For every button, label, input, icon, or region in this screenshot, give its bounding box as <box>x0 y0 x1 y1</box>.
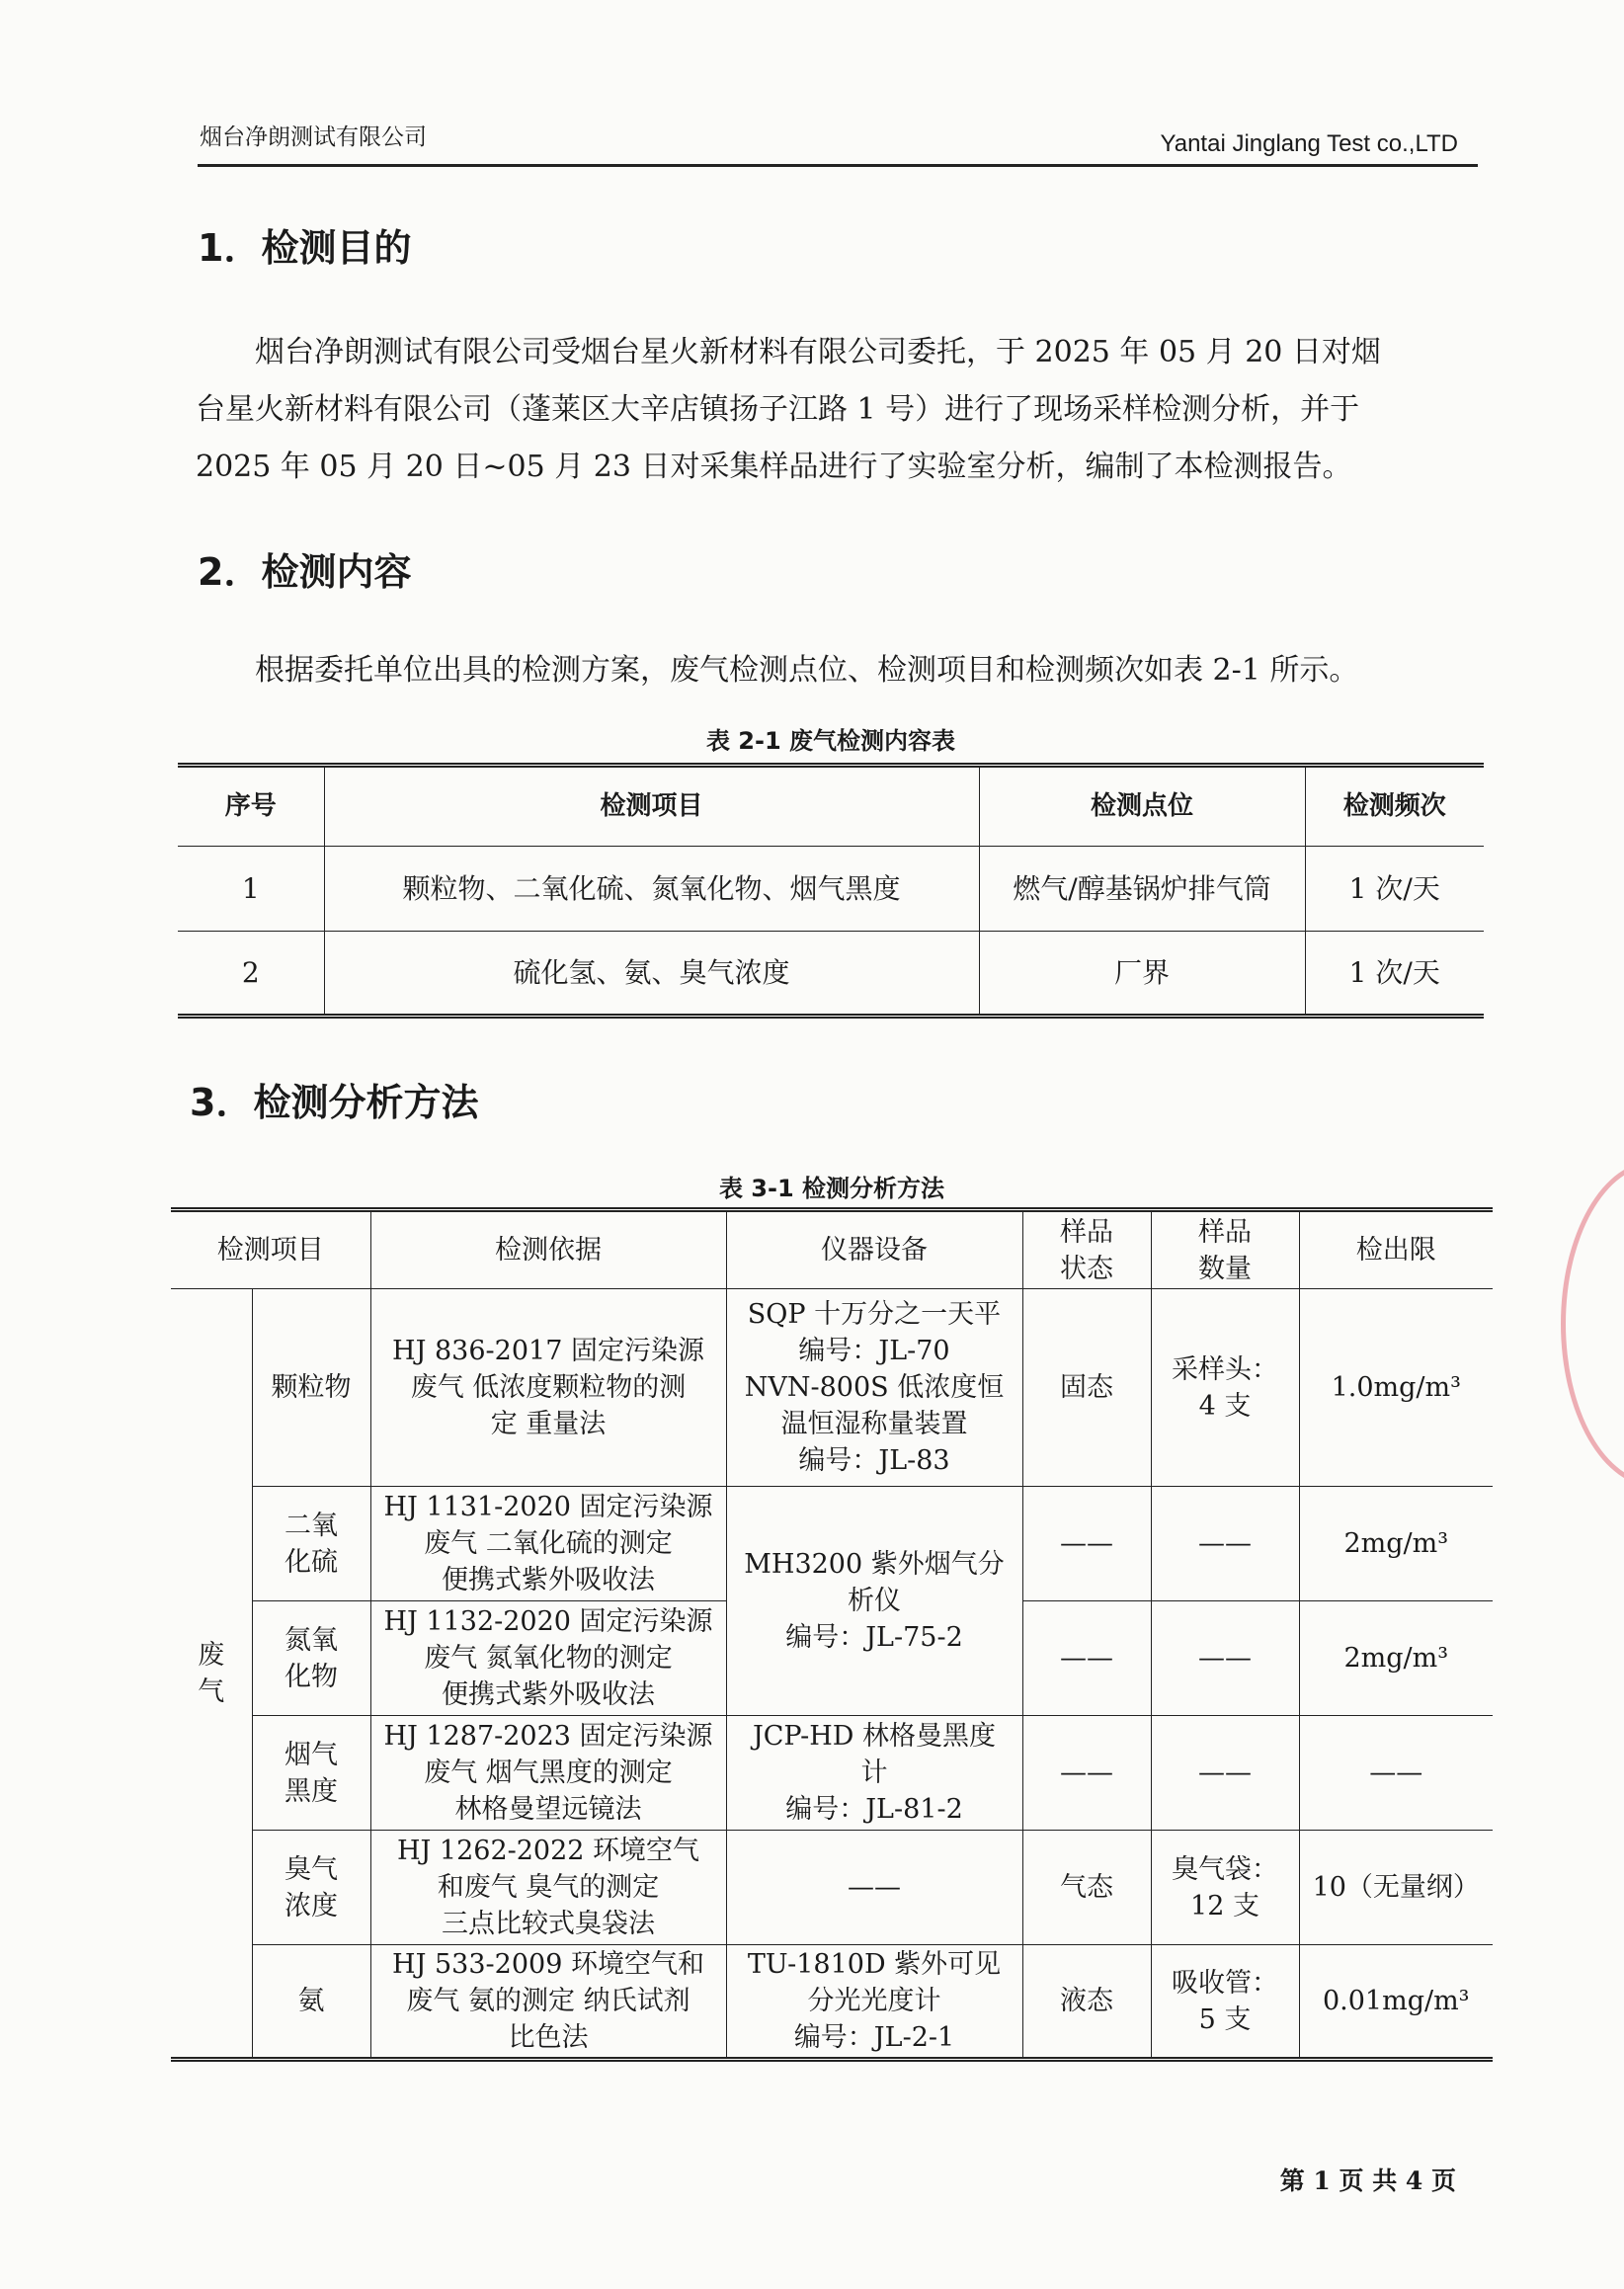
table-cell: 1 次/天 <box>1305 932 1484 1017</box>
table-row <box>171 1289 1493 1487</box>
table-cell: 2mg/m³ <box>1299 1601 1493 1716</box>
table-cell: 2 <box>178 932 324 1017</box>
table-cell: HJ 1262-2022 环境空气 和废气 臭气的测定 三点比较式臭袋法 <box>370 1831 726 1945</box>
table-row <box>171 1945 1493 2060</box>
section2-intro: 根据委托单位出具的检测方案，废气检测点位、检测项目和检测频次如表 2-1 所示。 <box>196 653 1359 688</box>
table2-header-cell: 样品 数量 <box>1151 1210 1299 1289</box>
table-cell: 厂界 <box>979 932 1305 1017</box>
table-cell: 液态 <box>1022 1945 1151 2060</box>
table-cell: 10（无量纲） <box>1299 1831 1493 1945</box>
table2 <box>171 1207 1493 2062</box>
table-cell: 吸收管： 5 支 <box>1151 1945 1299 2060</box>
table-cell: 2mg/m³ <box>1299 1487 1493 1601</box>
table-cell: 颗粒物、二氧化硫、氮氧化物、烟气黑度 <box>324 847 979 932</box>
table-cell: HJ 836-2017 固定污染源 废气 低浓度颗粒物的测 定 重量法 <box>370 1289 726 1487</box>
table-cell: —— <box>1151 1487 1299 1601</box>
section1-line-3: 2025 年 05 月 20 日~05 月 23 日对采集样品进行了实验室分析，编制了本检测报告。 <box>196 450 1352 484</box>
table-cell: 1 <box>178 847 324 932</box>
table-row <box>171 1831 1493 1945</box>
table-cell: 燃气/醇基锅炉排气筒 <box>979 847 1305 932</box>
table-cell: 氨 <box>252 1945 370 2060</box>
table-cell: HJ 1132-2020 固定污染源 废气 氮氧化物的测定 便携式紫外吸收法 <box>370 1601 726 1716</box>
table1-header-cell: 检测项目 <box>324 766 979 847</box>
table-cell: 颗粒物 <box>252 1289 370 1487</box>
table-cell: —— <box>1022 1601 1151 1716</box>
section1-heading: 1．检测目的 <box>198 226 412 270</box>
table2-header-cell: 检测项目 <box>171 1210 370 1289</box>
table-cell: TU-1810D 紫外可见 分光光度计 编号：JL-2-1 <box>726 1945 1022 2060</box>
seal-stamp <box>1561 1161 1624 1487</box>
table-cell: 氮氧 化物 <box>252 1601 370 1716</box>
section1-line-1: 烟台净朗测试有限公司受烟台星火新材料有限公司委托，于 2025 年 05 月 20 日对烟 <box>196 335 1381 369</box>
table-cell: HJ 533-2009 环境空气和 废气 氨的测定 纳氏试剂 比色法 <box>370 1945 726 2060</box>
table2-header-cell: 仪器设备 <box>726 1210 1022 1289</box>
table-cell: —— <box>1022 1487 1151 1601</box>
table-cell: 硫化氢、氨、臭气浓度 <box>324 932 979 1017</box>
table1 <box>178 763 1484 1019</box>
table-cell: 臭气 浓度 <box>252 1831 370 1945</box>
table-cell: 0.01mg/m³ <box>1299 1945 1493 2060</box>
section2-heading: 2．检测内容 <box>198 550 412 594</box>
table-cell: —— <box>1151 1601 1299 1716</box>
table-cell: JCP-HD 林格曼黑度 计 编号：JL-81-2 <box>726 1716 1022 1831</box>
table-cell: —— <box>726 1831 1022 1945</box>
category-cell: 废 气 <box>171 1289 252 2060</box>
table-cell: 臭气袋： 12 支 <box>1151 1831 1299 1945</box>
table-cell: —— <box>1299 1716 1493 1831</box>
header-rule <box>198 164 1478 167</box>
table1-header-cell: 序号 <box>178 766 324 847</box>
table2-header-row <box>171 1210 1493 1289</box>
table-cell: HJ 1287-2023 固定污染源 废气 烟气黑度的测定 林格曼望远镜法 <box>370 1716 726 1831</box>
table-cell: 气态 <box>1022 1831 1151 1945</box>
header-company-en: Yantai Jinglang Test co.,LTD <box>1160 130 1458 157</box>
table-cell: —— <box>1022 1716 1151 1831</box>
page-number: 第 1 页 共 4 页 <box>1279 2166 1456 2195</box>
table-row <box>178 847 1484 932</box>
table1-header-row <box>178 766 1484 847</box>
table-cell: SQP 十万分之一天平 编号：JL-70 NVN-800S 低浓度恒 温恒湿称量装置 编号：JL-83 <box>726 1289 1022 1487</box>
table-cell: 1 次/天 <box>1305 847 1484 932</box>
table-cell: 二氧 化硫 <box>252 1487 370 1601</box>
table1-caption: 表 2-1 废气检测内容表 <box>705 727 956 755</box>
table2-header-cell: 检测依据 <box>370 1210 726 1289</box>
table-cell: —— <box>1151 1716 1299 1831</box>
table-cell: 烟气 黑度 <box>252 1716 370 1831</box>
table2-header-cell: 样品 状态 <box>1022 1210 1151 1289</box>
table-cell: 固态 <box>1022 1289 1151 1487</box>
section1-paragraph <box>196 324 1480 496</box>
section1-line-2: 台星火新材料有限公司（蓬莱区大辛店镇扬子江路 1 号）进行了现场采样检测分析，并于 <box>196 392 1360 427</box>
table1-header-cell: 检测频次 <box>1305 766 1484 847</box>
table-row <box>171 1487 1493 1601</box>
table-cell: HJ 1131-2020 固定污染源 废气 二氧化硫的测定 便携式紫外吸收法 <box>370 1487 726 1601</box>
table-row <box>171 1716 1493 1831</box>
table-row <box>178 932 1484 1017</box>
table2-caption: 表 3-1 检测分析方法 <box>718 1175 945 1202</box>
table-cell: 1.0mg/m³ <box>1299 1289 1493 1487</box>
table-cell: MH3200 紫外烟气分 析仪 编号：JL-75-2 <box>726 1487 1022 1716</box>
section3-heading: 3．检测分析方法 <box>190 1081 479 1124</box>
header-company-cn: 烟台净朗测试有限公司 <box>200 124 427 150</box>
table2-header-cell: 检出限 <box>1299 1210 1493 1289</box>
table1-header-cell: 检测点位 <box>979 766 1305 847</box>
table-cell: 采样头： 4 支 <box>1151 1289 1299 1487</box>
